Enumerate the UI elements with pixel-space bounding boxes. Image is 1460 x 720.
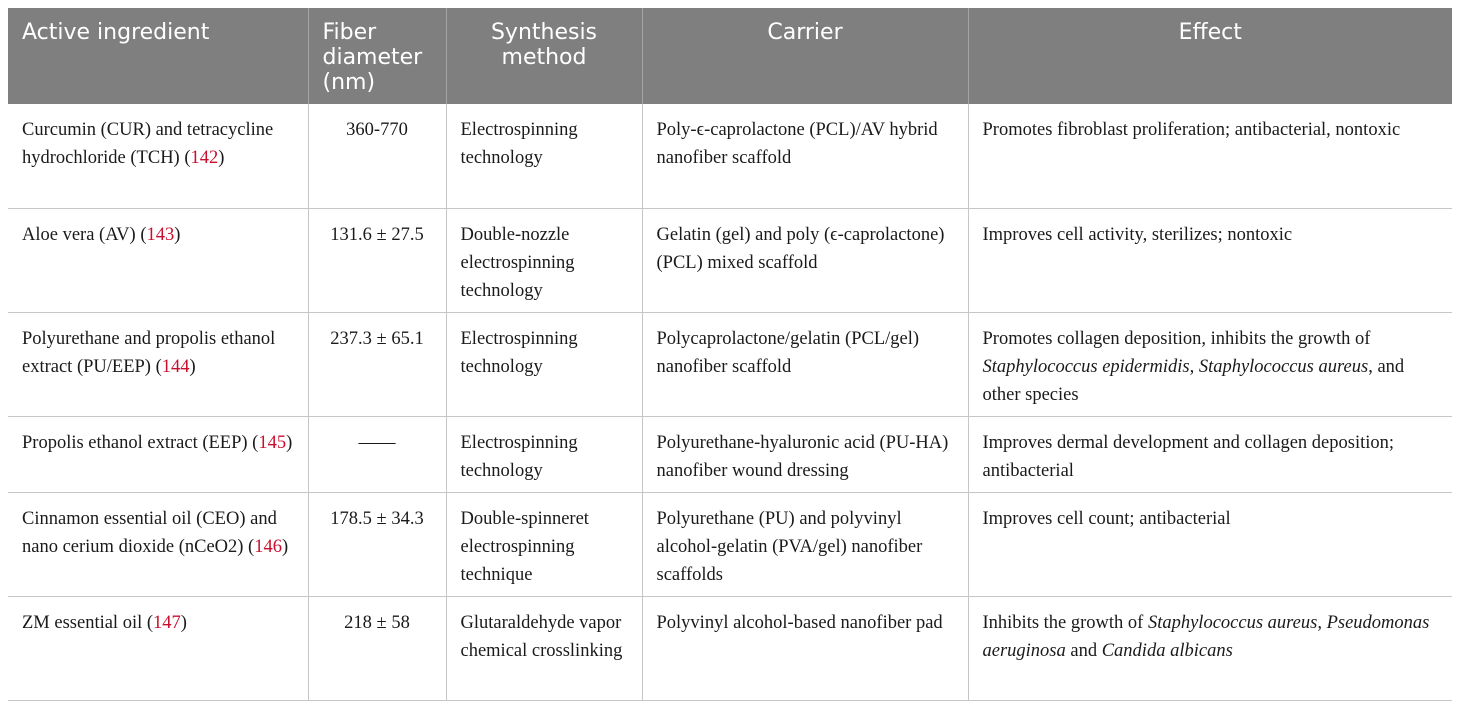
cell-active-ingredient: Polyurethane and propolis ethanol extract (PU/EEP) (144) bbox=[8, 312, 308, 416]
cell-fiber-diameter: 360-770 bbox=[308, 104, 446, 208]
reference-link[interactable]: 144 bbox=[161, 356, 190, 377]
cell-fiber-diameter: —— bbox=[308, 416, 446, 492]
cell-synthesis-method: Double-spinneret electrospinning technique bbox=[446, 492, 642, 596]
cell-fiber-diameter: 178.5 ± 34.3 bbox=[308, 492, 446, 596]
cell-synthesis-method: Electrospinning technology bbox=[446, 104, 642, 208]
cell-effect: Promotes collagen deposition, inhibits the growth of Staphylococcus epidermidis, Staphylococcus aureus, and other species bbox=[968, 312, 1452, 416]
cell-synthesis-method: Electrospinning technology bbox=[446, 312, 642, 416]
reference-link[interactable]: 142 bbox=[190, 148, 219, 168]
header-carrier: Carrier bbox=[642, 8, 968, 104]
cell-carrier: Polyurethane (PU) and polyvinyl alcohol-gelatin (PVA/gel) nanofiber scaffolds bbox=[642, 492, 968, 596]
cell-effect: Inhibits the growth of Staphylococcus aureus, Pseudomonas aeruginosa and Candida albicans bbox=[968, 596, 1452, 700]
cell-synthesis-method: Glutaraldehyde vapor chemical crosslinking bbox=[446, 596, 642, 700]
header-row bbox=[8, 8, 1452, 104]
reference-link[interactable]: 146 bbox=[254, 536, 282, 557]
cell-active-ingredient: Curcumin (CUR) and tetracycline hydrochloride (TCH) (142) bbox=[8, 104, 308, 208]
reference-link[interactable]: 143 bbox=[146, 224, 175, 245]
table-row bbox=[8, 104, 1452, 208]
cell-effect: Improves dermal development and collagen deposition; antibacterial bbox=[968, 416, 1452, 492]
cell-carrier: Polycaprolactone/gelatin (PCL/gel) nanofiber scaffold bbox=[642, 312, 968, 416]
data-table bbox=[8, 8, 1452, 701]
cell-active-ingredient: ZM essential oil (147) bbox=[8, 596, 308, 700]
cell-synthesis-method: Electrospinning technology bbox=[446, 416, 642, 492]
header-active-ingredient: Active ingredient bbox=[8, 8, 308, 104]
header-fiber-diameter: Fiber diameter (nm) bbox=[308, 8, 446, 104]
table-row bbox=[8, 208, 1452, 312]
cell-fiber-diameter: 131.6 ± 27.5 bbox=[308, 208, 446, 312]
cell-fiber-diameter: 237.3 ± 65.1 bbox=[308, 312, 446, 416]
cell-effect: Promotes fibroblast proliferation; antibacterial, nontoxic bbox=[968, 104, 1452, 208]
header-synthesis-method: Synthesis method bbox=[446, 8, 642, 104]
cell-carrier: Poly-ϵ-caprolactone (PCL)/AV hybrid nanofiber scaffold bbox=[642, 104, 968, 208]
reference-link[interactable]: 147 bbox=[153, 612, 181, 633]
table-row bbox=[8, 492, 1452, 596]
cell-carrier: Gelatin (gel) and poly (ϵ-caprolactone) (PCL) mixed scaffold bbox=[642, 208, 968, 312]
cell-effect: Improves cell count; antibacterial bbox=[968, 492, 1452, 596]
cell-carrier: Polyvinyl alcohol-based nanofiber pad bbox=[642, 596, 968, 700]
cell-active-ingredient: Aloe vera (AV) (143) bbox=[8, 208, 308, 312]
cell-effect: Improves cell activity, sterilizes; nontoxic bbox=[968, 208, 1452, 312]
table-row bbox=[8, 312, 1452, 416]
table-row bbox=[8, 596, 1452, 700]
header-effect: Effect bbox=[968, 8, 1452, 104]
cell-synthesis-method: Double-nozzle electrospinning technology bbox=[446, 208, 642, 312]
reference-link[interactable]: 145 bbox=[258, 432, 287, 453]
cell-active-ingredient: Propolis ethanol extract (EEP) (145) bbox=[8, 416, 308, 492]
cell-carrier: Polyurethane-hyaluronic acid (PU-HA) nanofiber wound dressing bbox=[642, 416, 968, 492]
cell-active-ingredient: Cinnamon essential oil (CEO) and nano cerium dioxide (nCeO2) (146) bbox=[8, 492, 308, 596]
cell-fiber-diameter: 218 ± 58 bbox=[308, 596, 446, 700]
table-row bbox=[8, 416, 1452, 492]
